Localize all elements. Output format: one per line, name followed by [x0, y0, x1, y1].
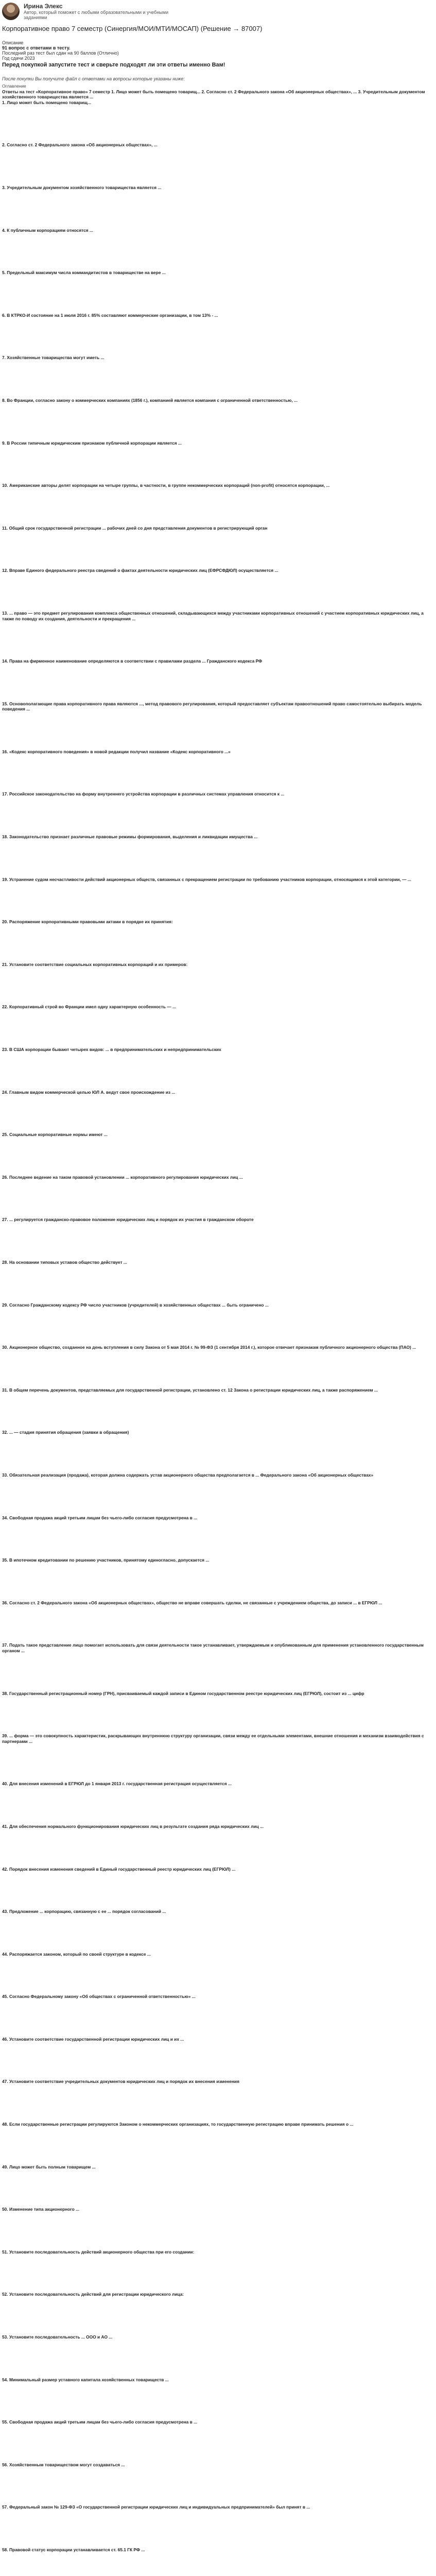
meta-year-value: 2023: [24, 56, 35, 61]
question-item: [2, 2122, 434, 2127]
question-item: [2, 1909, 434, 1914]
question-item: [2, 1090, 434, 1095]
question-item: [2, 1047, 434, 1053]
question-text: 18. Законодательство признает различные правовые режимы формирования, выделения и ликвидации имущества ...: [2, 834, 258, 840]
question-text: 11. Общий срок государственной регистрации ... рабочих дней со дня представления документов в регистрирующий орган: [2, 525, 268, 531]
question-item: [2, 270, 434, 276]
question-item: [2, 1132, 434, 1138]
question-item: [2, 1781, 434, 1787]
question-item: [2, 834, 434, 840]
question-text: 37. Подать такое представление лицо помогает использовать для связи деятельности такое устанавливает, утверждаемым и опубликованным для применения установленного государственным органом ...: [2, 1642, 424, 1653]
question-text: 10. Американские авторы делят корпорации на четыре группы, в частности, в группе некоммерческих корпораций (non-profit) относятся корпорации, ...: [2, 483, 330, 488]
author-name[interactable]: Ирина Элекс: [24, 3, 63, 10]
question-spacer: [2, 2297, 434, 2334]
question-spacer: [2, 1605, 434, 1642]
question-spacer: [2, 2425, 434, 2462]
question-item: [2, 1691, 434, 1697]
question-text: 49. Лицо может быть полным товарищем ...: [2, 2164, 96, 2170]
question-spacer: [2, 1265, 434, 1302]
question-item: [2, 1345, 434, 1350]
question-text: 21. Установите соответствие социальных корпоративных корпораций и их примеров:: [2, 961, 188, 967]
question-text: 24. Главным видом коммерческой целью ЮЛ А. ведут свое происхождение из ...: [2, 1089, 176, 1095]
question-text: 17. Российское законодательство на форму внутреннего устройства корпорации в различных системах управления относится к ...: [2, 791, 285, 797]
question-item: [2, 1733, 434, 1744]
question-text: 1. Лицо может быть помещено товарищ...: [2, 99, 91, 105]
question-text: 25. Социальные корпоративные нормы имеют ...: [2, 1132, 108, 1138]
question-spacer: [2, 1393, 434, 1430]
subnote: После покупки Вы получите файл с ответами на вопросы которые указаны ниже:: [2, 76, 185, 81]
question-list: [2, 100, 434, 2576]
toc-label: Оглавление: [2, 83, 26, 89]
question-text: 2. Согласно ст. 2 Федерального закона «Об акционерных обществах», ...: [2, 142, 158, 148]
question-text: 56. Хозяйственным товариществом могут создаваться ...: [2, 2462, 125, 2467]
question-spacer: [2, 446, 434, 483]
question-text: 35. В ипотечном кредитовании по решению участников, принятому единогласно, допускается ...: [2, 1557, 210, 1563]
question-item: [2, 2037, 434, 2042]
question-text: 32. ... — стадия принятия обращения (заявки в обращения): [2, 1430, 129, 1435]
question-text: 46. Установите соответствие государственной регистрации юридических лиц и их ...: [2, 2036, 184, 2042]
question-text: 12. Вправе Единого федерального реестра сведений о фактах деятельности юридических лиц (ЕФРСФДЮЛ) осуществляется ...: [2, 568, 278, 573]
question-spacer: [2, 925, 434, 962]
question-text: 38. Государственный регистрационный номер (ГРН), присваиваемый каждой записи в Едином государственном реестре юридических лиц (ЕГРЮЛ), состоит из ... цифр: [2, 1690, 364, 1696]
question-item: [2, 658, 434, 664]
question-item: [2, 1600, 434, 1606]
question-item: [2, 2164, 434, 2170]
question-spacer: [2, 2084, 434, 2122]
question-spacer: [2, 1095, 434, 1132]
question-item: [2, 962, 434, 968]
question-text: 15. Основополагающие права корпоративного права являются ..., метод правового регулирования, который предоставляет субъектам правоотношений право самостоятельно выбирать модель поведения ...: [2, 701, 422, 712]
question-spacer: [2, 2553, 434, 2576]
question-spacer: [2, 403, 434, 440]
question-item: [2, 1260, 434, 1265]
question-item: [2, 1642, 434, 1653]
question-spacer: [2, 191, 434, 228]
question-spacer: [2, 1829, 434, 1867]
question-item: [2, 1217, 434, 1223]
question-item: [2, 1472, 434, 1478]
question-spacer: [2, 1053, 434, 1090]
question-item: [2, 2292, 434, 2297]
question-text: 33. Обязательная реализация (продажа), которая должна содержать устав акционерного общества предполагается в ... Федерального закона «Об акционерных обществах»: [2, 1472, 374, 1478]
question-text: 13. ... право — это предмет регулирования комплекса общественных отношений, складывающихся между участниками корпоративных отношений с участием корпоративных юридических лиц, а также по поводу их создания, деятельности и прекращения ...: [2, 610, 424, 621]
question-item: [2, 2547, 434, 2553]
question-text: 52. Установите последовательность действий для регистрации юридического лица:: [2, 2292, 184, 2297]
question-item: [2, 1004, 434, 1010]
question-item: [2, 611, 434, 621]
question-item: [2, 313, 434, 318]
question-spacer: [2, 1138, 434, 1175]
question-text: 39. ... форма — это совокупность характеристик, раскрывающих внутреннюю структуру организации, связи между ее отдельными элементами, внешние отношения и механизм взаимодействия с партнерами ...: [2, 1733, 424, 1744]
meta-last-score: Последний раз тест был сдан на 90 баллов (Отлично): [2, 50, 119, 56]
question-spacer: [2, 2510, 434, 2547]
question-item: [2, 791, 434, 797]
question-text: 16. «Кодекс корпоративного поведения» в новой редакции получил название «Кодекс корпоративного ...»: [2, 749, 231, 754]
question-item: [2, 483, 434, 488]
question-text: 57. Федеральный закон № 129-ФЗ «О государственной регистрации юридических лиц и индивидуальных предпринимателей» был принят в ...: [2, 2504, 310, 2510]
question-item: [2, 142, 434, 148]
question-item: [2, 568, 434, 573]
question-item: [2, 2419, 434, 2425]
question-item: [2, 1430, 434, 1435]
question-spacer: [2, 967, 434, 1004]
test-heading-text: Ответы на тест «Корпоративное право» 7 семестр 1. Лицо может быть помещено товарищ... 2. Согласно ст. 2 Федерального закона «Об акционерных обществах», ... 3. Учредительным документом хозяйственного товарищества является ...: [2, 89, 425, 100]
question-item: [2, 526, 434, 531]
test-heading: [2, 89, 434, 100]
author-avatar[interactable]: [2, 3, 20, 20]
question-spacer: [2, 754, 434, 791]
question-item: [2, 1867, 434, 1872]
question-text: 30. Акционерное общество, созданное на день вступления в силу Закона от 5 мая 2014 г. № 99-ФЗ (1 сентября 2014 г.), которое отвечает признакам публичного акционерного общества (ПАО) ...: [2, 1345, 416, 1350]
question-spacer: [2, 1872, 434, 1909]
question-item: [2, 1994, 434, 1999]
question-spacer: [2, 105, 434, 142]
question-text: 54. Минимальный размер уставного капитала хозяйственных товариществ ...: [2, 2377, 169, 2382]
question-text: 4. К публичным корпорациям относятся ...: [2, 227, 93, 233]
question-item: [2, 398, 434, 403]
question-spacer: [2, 2127, 434, 2164]
question-text: 22. Корпоративный строй во Франции имел одну характерную особенность — ...: [2, 1004, 177, 1010]
meta-year-label: Год сдачи: [2, 56, 24, 61]
question-spacer: [2, 1654, 434, 1691]
question-item: [2, 877, 434, 883]
question-spacer: [2, 488, 434, 526]
meta-questions-count: [2, 45, 434, 50]
question-text: 58. Правовой статус корпорации устанавливается ст. 65.1 ГК РФ ...: [2, 2547, 145, 2552]
question-text: 27. ... регулируется гражданско-правовое положение юридических лиц и порядок их участия в гражданском обороте: [2, 1217, 254, 1223]
question-spacer: [2, 840, 434, 877]
question-item: [2, 2207, 434, 2212]
question-item: [2, 2249, 434, 2255]
question-item: [2, 2334, 434, 2340]
meta-questions-value: 91 вопрос с ответами в тесту.: [2, 45, 71, 50]
question-spacer: [2, 882, 434, 919]
question-spacer: [2, 1223, 434, 1260]
question-spacer: [2, 2467, 434, 2504]
question-item: [2, 1387, 434, 1393]
question-text: 55. Свободная продажа акций третьим лицам без чьего-либо согласия предусмотрена в ...: [2, 2419, 198, 2425]
question-item: [2, 1175, 434, 1180]
question-text: 19. Устранение судом несчастливости действий акционерных обществ, связанных с прекращением регистрации по требованию участников корпорации, относящимся к этой категории, — ...: [2, 876, 411, 882]
question-text: 7. Хозяйственные товарищества могут иметь ...: [2, 355, 104, 361]
question-item: [2, 100, 434, 106]
question-text: 43. Предложение ... корпорацию, связанную с ее ... порядок согласований ...: [2, 1909, 166, 1914]
question-text: 45. Согласно Федеральному закону «Об обществах с ограниченной ответственностью» ...: [2, 1994, 196, 1999]
question-text: 44. Распоряжается законом, который по своей структуре в кодексе ...: [2, 1951, 151, 1957]
question-spacer: [2, 1744, 434, 1781]
question-spacer: [2, 2212, 434, 2249]
question-spacer: [2, 2340, 434, 2377]
question-spacer: [2, 1563, 434, 1600]
question-text: 29. Согласно Гражданскому кодексу РФ число участников (учредителей) в хозяйственных обществах ... быть ограничено ...: [2, 1302, 269, 1308]
question-item: [2, 2462, 434, 2468]
question-spacer: [2, 1999, 434, 2037]
question-spacer: [2, 2382, 434, 2419]
question-spacer: [2, 2042, 434, 2079]
question-text: 9. В России типичным юридическим признаком публичной корпорации является ...: [2, 440, 182, 446]
question-text: 28. На основании типовых уставов общество действует ...: [2, 1260, 127, 1265]
question-text: 6. В КТРКО-И состояние на 1 июля 2016 г. 85% составляют коммерческие организации, в том 13% - ...: [2, 312, 218, 318]
question-item: [2, 1952, 434, 1957]
question-text: 3. Учредительным документом хозяйственного товарищества является ...: [2, 184, 162, 190]
content-body: [2, 83, 434, 2576]
question-spacer: [2, 148, 434, 185]
question-spacer: [2, 1435, 434, 1472]
meta-year: [2, 56, 434, 61]
question-item: [2, 1515, 434, 1521]
question-spacer: [2, 1787, 434, 1824]
question-text: 40. Для внесения изменений в ЕГРЮЛ до 1 января 2013 г. государственная регистрация осуществляется ...: [2, 1781, 232, 1787]
author-card: [2, 2, 434, 22]
question-text: 31. В общем перечень документов, представляемых для государственной регистрации, установлено ст. 12 Закона о регистрации юридических лиц, а также распоряжением ...: [2, 1387, 378, 1393]
question-spacer: [2, 712, 434, 749]
question-text: 8. Во Франции, согласно закону о коммерческих компаниях (1856 г.), компанией является компания с ограниченной ответственностью, ...: [2, 397, 298, 403]
question-item: [2, 1302, 434, 1308]
question-item: [2, 2504, 434, 2510]
question-spacer: [2, 2170, 434, 2207]
question-spacer: [2, 1478, 434, 1515]
question-item: [2, 2079, 434, 2084]
question-item: [2, 355, 434, 361]
question-text: 20. Распоряжение корпоративными правовыми актами в порядке их принятия:: [2, 919, 173, 925]
question-item: [2, 2377, 434, 2383]
question-text: 47. Установите соответствие учредительных документов юридических лиц и порядок их внесения изменения: [2, 2079, 239, 2084]
question-text: 50. Изменение типа акционерного ...: [2, 2207, 80, 2212]
question-item: [2, 228, 434, 233]
question-text: 34. Свободная продажа акций третьим лицам без чьего-либо согласия предусмотрена в ...: [2, 1515, 198, 1520]
question-spacer: [2, 276, 434, 313]
question-spacer: [2, 2255, 434, 2292]
question-text: 42. Порядок внесения изменения сведений в Единый государственный реестр юридических лиц (ЕГРЮЛ) ...: [2, 1866, 236, 1872]
question-item: [2, 1824, 434, 1829]
question-spacer: [2, 1180, 434, 1217]
question-spacer: [2, 573, 434, 611]
document-title: Корпоративное право 7 семестр (Синергия/МОИ/МТИ/МОСАП) (Решение → 87007): [2, 25, 263, 32]
question-text: 51. Установите последовательность действий акционерного общества при его создании:: [2, 2249, 195, 2255]
question-spacer: [2, 531, 434, 568]
question-text: 36. Согласно ст. 2 Федерального закона «Об акционерных обществах», общество не вправе совершать сделки, не связанные с учреждением общества, до записи ... в ЕГРЮЛ ...: [2, 1600, 382, 1605]
question-item: [2, 440, 434, 446]
question-item: [2, 749, 434, 755]
author-description: Автор, который поможет с любыми образовательными и учебными заданиями: [24, 10, 168, 20]
question-spacer: [2, 1914, 434, 1952]
question-spacer: [2, 318, 434, 355]
question-spacer: [2, 233, 434, 270]
question-item: [2, 919, 434, 925]
question-text: 5. Предельный максимум числа коммандитистов в товариществе на вере ...: [2, 270, 166, 276]
warning-note: Перед покупкой запустите тест и сверьте подходят ли эти ответы именно Вам!: [2, 62, 225, 68]
question-spacer: [2, 1010, 434, 1047]
question-spacer: [2, 1308, 434, 1345]
question-spacer: [2, 664, 434, 701]
question-text: 53. Установите последовательность ... ООО и АО ...: [2, 2334, 113, 2340]
question-spacer: [2, 797, 434, 834]
question-text: 41. Для обеспечения нормального функционирования юридических лиц в результате создания ряда юридических лиц ...: [2, 1823, 264, 1829]
question-spacer: [2, 621, 434, 658]
question-spacer: [2, 1957, 434, 1994]
question-text: 48. Если государственные регистрации регулируются Законом о некоммерческих организациях, то государственную регистрацию вправе принимать решения о ...: [2, 2122, 354, 2127]
question-text: 23. В США корпорации бывают четырех видов: ... в предпринимательских и непредпринимательских: [2, 1047, 221, 1053]
question-spacer: [2, 1696, 434, 1733]
question-text: 26. Последнее ведение на таком правовой установлении ... корпоративного регулирования юридических лиц ...: [2, 1174, 243, 1180]
question-item: [2, 701, 434, 712]
question-spacer: [2, 1350, 434, 1387]
meta-description-label: Описание: [2, 40, 24, 45]
question-item: [2, 185, 434, 191]
question-spacer: [2, 1520, 434, 1557]
question-text: 14. Права на фирменное наименование определяются в соответствии с правилами раздела ... Гражданского кодекса РФ: [2, 658, 263, 664]
question-item: [2, 1557, 434, 1563]
question-spacer: [2, 361, 434, 398]
